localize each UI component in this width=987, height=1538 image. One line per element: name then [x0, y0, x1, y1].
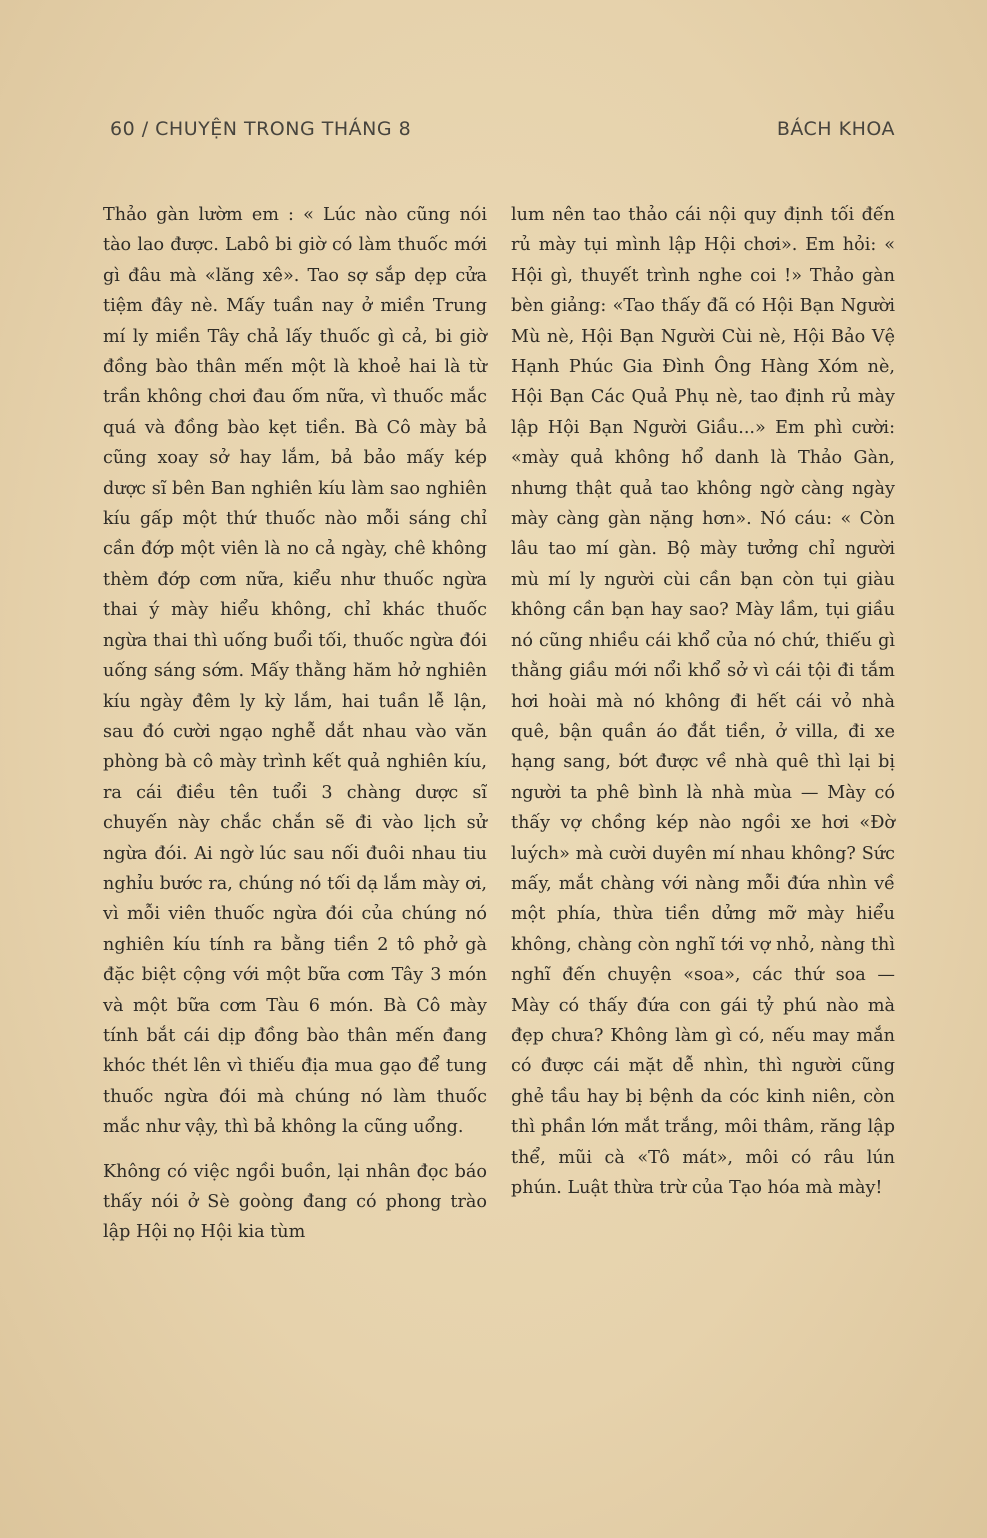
page-number-and-section-title: 60 / CHUYỆN TRONG THÁNG 8 [110, 118, 412, 140]
paragraph: Thảo gàn lườm em : « Lúc nào cũng nói tào lao được. Labô bi giờ có làm thuốc mới gì đâu mà «lăng xê». Tao sợ sắp dẹp cửa tiệm đây nè. Mấy tuần nay ở miền Trung mí ly miền Tây chả lấy thuốc gì cả, bi giờ đồng bào thân mến một là khoẻ hai là từ trần không chơi đau ốm nữa, vì thuốc mắc quá và đồng bào kẹt tiền. Bà Cô mày bả cũng xoay sở hay lắm, bả bảo mấy kép dược sĩ bên Ban nghiên kíu làm sao nghiên kíu gấp một thứ thuốc nào mỗi sáng chỉ cần đớp một viên là no cả ngày, chê không thèm đớp cơm nữa, kiểu như thuốc ngừa thai ý mày hiểu không, chỉ khác thuốc ngừa thai thì uống buổi tối, thuốc ngừa đói uống sáng sớm. Mấy thằng hăm hở nghiên kíu ngày đêm ly kỳ lắm, hai tuần lễ lận, sau đó cười ngạo nghễ dắt nhau vào văn phòng bà cô mày trình kết quả nghiên kíu, ra cái điều tên tuổi 3 chàng dược sĩ chuyến này chắc chắn sẽ đi vào lịch sử ngừa đói. Ai ngờ lúc sau nối đuôi nhau tiu nghỉu bước ra, chúng nó tối dạ lắm mày ơi, vì mỗi viên thuốc ngừa đói của chúng nó nghiên kíu tính ra bằng tiền 2 tô phở gà đặc biệt cộng với một bữa cơm Tây 3 món và một bữa cơm Tàu 6 món. Bà Cô mày tính bắt cái dịp đồng bào thân mến đang khóc thét lên vì thiếu địa mua gạo để tung thuốc ngừa đói mà chúng nó làm thuốc mắc như vậy, thì bả không la cũng uổng. [103, 205, 487, 1138]
paragraph: lum nên tao thảo cái nội quy định tối đến rủ mày tụi mình lập Hội chơi». Em hỏi: « Hội gì, thuyết trình nghe coi !» Thảo gàn bèn giảng: «Tao thấy đã có Hội Bạn Người Mù nè, Hội Bạn Người Cùi nè, Hội Bảo Vệ Hạnh Phúc Gia Đình Ông Hàng Xóm nè, Hội Bạn Các Quả Phụ nè, tao định rủ mày lập Hội Bạn Người Giầu...» Em phì cười: «mày quả không hổ danh là Thảo Gàn, nhưng thật quả tao không ngờ càng ngày mày càng gàn nặng hơn». Nó cáu: « Còn lâu tao mí gàn. Bộ mày tưởng chỉ người mù mí ly người cùi cần bạn còn tụi giàu không cần bạn hay sao? Mày lầm, tụi giầu nó cũng nhiều cái khổ của nó chứ, thiếu gì thằng giầu mới nổi khổ sở vì cái tội đi tắm hơi hoài mà nó không đi hết cái vỏ nhà quê, bận quần áo đắt tiền, ở villa, đi xe hạng sang, bớt được về nhà quê thì lại bị người ta phê bình là nhà mùa — Mày có thấy vợ chồng kép nào ngồi xe hơi «Đờ luých» mà cười duyên mí nhau không? Sức mấy, mắt chàng với nàng mỗi đứa nhìn về một phía, thừa tiền dửng mỡ mày hiểu không, chàng còn nghĩ tới vợ nhỏ, nàng thì nghĩ đến chuyện «soa», các thứ soa — Mày có thấy đứa con gái tỷ phú nào mà đẹp chưa? Không làm gì có, nếu may mắn có được cái mặt dễ nhìn, thì người cũng ghẻ tầu hay bị bệnh da cóc kinh niên, còn thì phần lớn mắt trắng, môi thâm, răng lập thể, mũi cà «Tô mát», môi có râu lún phún. Luật thừa trừ của Tạo hóa mà mày! [511, 205, 895, 1198]
left-text-column [103, 200, 487, 1248]
paragraph: Không có việc ngồi buồn, lại nhân đọc báo thấy nói ở Sè goòng đang có phong trào lập Hội nọ Hội kia tùm [103, 1161, 487, 1243]
magazine-name: BÁCH KHOA [776, 118, 895, 140]
right-text-column [511, 200, 895, 1203]
running-header [110, 118, 895, 140]
